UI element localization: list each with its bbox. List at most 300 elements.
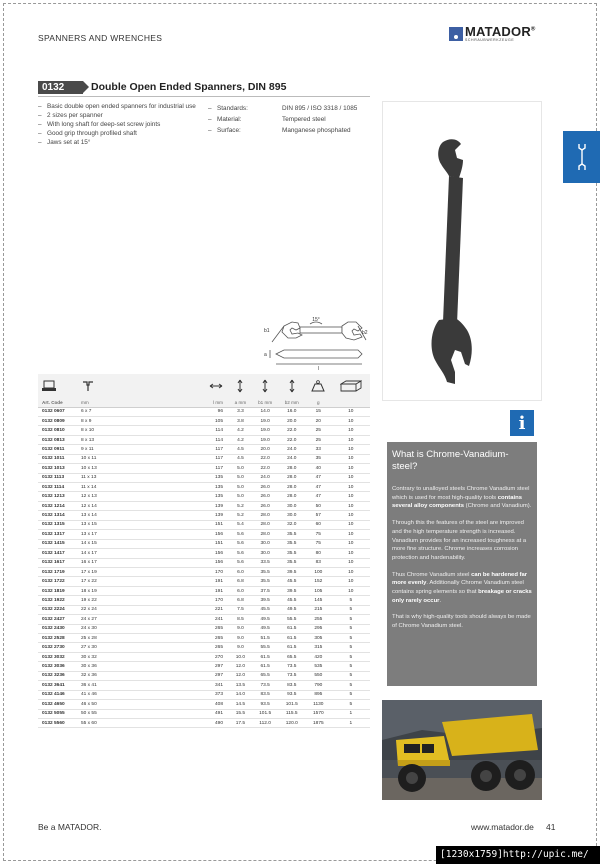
table-cell: 13 x 14 xyxy=(71,511,131,520)
table-cell: 3.8 xyxy=(229,416,252,425)
table-row xyxy=(38,407,370,416)
brand-logo: MATADOR® SCHRAUBWERKZEUGE xyxy=(449,24,536,44)
table-cell: 75 xyxy=(305,539,332,548)
table-cell: 156 xyxy=(131,530,229,539)
feature-item: – Good grip through profiled shaft xyxy=(38,130,198,138)
table-cell: 895 xyxy=(305,690,332,699)
table-cell: 120.0 xyxy=(278,718,305,727)
table-cell: 35.5 xyxy=(252,577,279,586)
table-row xyxy=(38,483,370,492)
spec-table xyxy=(38,374,370,728)
table-cell: 6.0 xyxy=(229,586,252,595)
product-title: Double Open Ended Spanners, DIN 895 xyxy=(91,81,287,93)
table-cell: 10 xyxy=(332,577,370,586)
table-cell: 0132 1317 xyxy=(38,530,71,539)
table-row xyxy=(38,643,370,652)
table-row xyxy=(38,567,370,576)
table-cell: 83 xyxy=(305,558,332,567)
table-cell: 12.0 xyxy=(229,662,252,671)
table-cell: 0132 0809 xyxy=(38,416,71,425)
table-cell: 14 x 17 xyxy=(71,549,131,558)
table-cell: 4.2 xyxy=(229,426,252,435)
table-cell: 10 xyxy=(332,464,370,473)
table-cell: 61.5 xyxy=(278,624,305,633)
table-cell: 5 xyxy=(332,615,370,624)
col-header: g xyxy=(305,399,332,407)
spec-label: – Material: xyxy=(208,114,282,125)
table-cell: 25 x 28 xyxy=(71,634,131,643)
table-cell: 30.0 xyxy=(252,539,279,548)
table-cell: 28.0 xyxy=(252,520,279,529)
table-cell: 55.5 xyxy=(278,615,305,624)
table-row xyxy=(38,416,370,425)
table-cell: 10 xyxy=(332,492,370,501)
table-cell: 0132 3236 xyxy=(38,671,71,680)
table-cell: 35 xyxy=(305,454,332,463)
page-number: 41 xyxy=(546,822,556,832)
table-cell: 6.8 xyxy=(229,596,252,605)
table-cell: 12 x 13 xyxy=(71,492,131,501)
table-cell: 17 x 19 xyxy=(71,567,131,576)
table-cell: 145 xyxy=(305,596,332,605)
table-cell: 11 x 14 xyxy=(71,483,131,492)
table-cell: 20 xyxy=(305,416,332,425)
table-cell: 19 x 22 xyxy=(71,596,131,605)
table-header-row xyxy=(38,399,370,407)
table-row xyxy=(38,445,370,454)
feature-item: – Basic double open ended spanners for industrial use xyxy=(38,103,198,111)
table-cell: 0132 1315 xyxy=(38,520,71,529)
table-cell: 14.0 xyxy=(252,407,279,416)
table-cell: 30.0 xyxy=(278,501,305,510)
table-cell: 35.5 xyxy=(252,567,279,576)
table-cell: 22.0 xyxy=(252,464,279,473)
table-cell: 30 x 32 xyxy=(71,652,131,661)
table-cell: 19.0 xyxy=(252,416,279,425)
table-cell: 45.5 xyxy=(278,577,305,586)
table-cell: 0132 1922 xyxy=(38,596,71,605)
table-cell: 5 xyxy=(332,681,370,690)
col-header: mm xyxy=(71,399,131,407)
table-cell: 28.0 xyxy=(278,464,305,473)
col-header: l mm xyxy=(131,399,229,407)
table-cell: 9 x 11 xyxy=(71,445,131,454)
table-cell: 10 x 11 xyxy=(71,454,131,463)
mining-truck-photo xyxy=(382,700,542,800)
table-cell: 191 xyxy=(131,577,229,586)
table-cell: 5.0 xyxy=(229,473,252,482)
table-row xyxy=(38,492,370,501)
table-row xyxy=(38,464,370,473)
table-row xyxy=(38,671,370,680)
diagram-l-label: l xyxy=(318,366,320,372)
spec-list xyxy=(208,103,357,136)
table-cell: 5.0 xyxy=(229,483,252,492)
table-cell: 0132 1213 xyxy=(38,492,71,501)
table-cell: 14.0 xyxy=(229,690,252,699)
table-cell: 55 x 60 xyxy=(71,718,131,727)
table-cell: 101.5 xyxy=(252,709,279,718)
table-cell: 0132 2427 xyxy=(38,615,71,624)
table-cell: 30.0 xyxy=(252,549,279,558)
table-cell: 83.5 xyxy=(252,690,279,699)
table-cell: 20.0 xyxy=(278,416,305,425)
table-cell: 25 xyxy=(305,435,332,444)
table-cell: 20.0 xyxy=(252,445,279,454)
table-cell: 24 x 30 xyxy=(71,624,131,633)
table-cell: 73.5 xyxy=(278,671,305,680)
table-cell: 61.5 xyxy=(278,643,305,652)
table-body xyxy=(38,407,370,728)
table-cell: 5 xyxy=(332,634,370,643)
table-cell: 93.5 xyxy=(278,690,305,699)
table-cell: 36 x 41 xyxy=(71,681,131,690)
b2-width-icon xyxy=(278,374,305,399)
spec-row xyxy=(208,125,357,136)
table-cell: 0132 1415 xyxy=(38,539,71,548)
table-cell: 0132 4650 xyxy=(38,700,71,709)
table-cell: 0132 1011 xyxy=(38,454,71,463)
table-cell: 5 xyxy=(332,662,370,671)
thickness-icon xyxy=(229,374,252,399)
table-cell: 61.5 xyxy=(278,634,305,643)
table-cell: 408 xyxy=(131,700,229,709)
table-cell: 341 xyxy=(131,681,229,690)
table-cell: 101.5 xyxy=(278,700,305,709)
table-cell: 270 xyxy=(131,652,229,661)
spec-value: DIN 895 / ISO 3318 / 1085 xyxy=(282,105,358,112)
spanner-tab-icon xyxy=(576,142,588,172)
table-cell: 305 xyxy=(305,634,332,643)
table-row xyxy=(38,681,370,690)
table-cell: 37.5 xyxy=(252,586,279,595)
table-cell: 65.5 xyxy=(252,671,279,680)
table-cell: 30.0 xyxy=(278,511,305,520)
table-row xyxy=(38,473,370,482)
table-cell: 790 xyxy=(305,681,332,690)
table-cell: 0132 0911 xyxy=(38,445,71,454)
table-row xyxy=(38,520,370,529)
brand-mark-icon xyxy=(449,27,463,41)
b1-width-icon xyxy=(252,374,279,399)
table-cell: 255 xyxy=(305,615,332,624)
table-cell: 5.6 xyxy=(229,530,252,539)
table-cell: 12 x 14 xyxy=(71,501,131,510)
table-cell: 10 xyxy=(332,483,370,492)
table-cell: 0132 1113 xyxy=(38,473,71,482)
table-cell: 156 xyxy=(131,558,229,567)
table-cell: 8 x 9 xyxy=(71,416,131,425)
table-cell: 114 xyxy=(131,435,229,444)
table-cell: 5 xyxy=(332,671,370,680)
table-cell: 10 xyxy=(332,501,370,510)
wrench-size-icon xyxy=(71,374,131,399)
table-cell: 28.0 xyxy=(278,473,305,482)
spanner-image xyxy=(383,102,543,402)
table-cell: 0132 1314 xyxy=(38,511,71,520)
table-cell: 5 xyxy=(332,605,370,614)
table-cell: 0132 2224 xyxy=(38,605,71,614)
table-cell: 41 x 46 xyxy=(71,690,131,699)
table-cell: 10 xyxy=(332,454,370,463)
spec-row xyxy=(208,114,357,125)
table-cell: 10 xyxy=(332,539,370,548)
table-cell: 221 xyxy=(131,605,229,614)
brand-sub: SCHRAUBWERKZEUGE xyxy=(465,38,515,43)
info-paragraph: Thus Chrome Vanadium steel can be hardened far more evenly. Additionally Chrome Vanadium steel contains spring elements so that breakage or cracks only rarely occur. xyxy=(392,571,532,604)
table-cell: 60 xyxy=(305,520,332,529)
table-row xyxy=(38,634,370,643)
table-cell: 10 xyxy=(332,530,370,539)
table-cell: 14.5 xyxy=(229,700,252,709)
info-icon: i xyxy=(510,410,534,436)
table-cell: 26.0 xyxy=(252,501,279,510)
table-cell: 18 x 19 xyxy=(71,586,131,595)
table-cell: 33.5 xyxy=(252,558,279,567)
table-cell: 15 xyxy=(305,407,332,416)
table-cell: 75 xyxy=(305,530,332,539)
table-cell: 0132 4146 xyxy=(38,690,71,699)
table-cell: 35.5 xyxy=(278,539,305,548)
table-cell: 46 x 50 xyxy=(71,700,131,709)
packaging-icon xyxy=(332,374,370,399)
table-cell: 39.5 xyxy=(252,596,279,605)
table-cell: 50 xyxy=(305,501,332,510)
info-paragraph: Through this the features of the steel are improved and the high temperature strength is increased. Vanadium provides for an increased toughness at a more fine structure. Chrome increases corrosion protection and hardenability. xyxy=(392,520,527,561)
table-cell: 93.5 xyxy=(252,700,279,709)
table-cell: 5.0 xyxy=(229,464,252,473)
table-cell: 16.0 xyxy=(278,407,305,416)
table-cell: 16 x 17 xyxy=(71,558,131,567)
table-cell: 17.5 xyxy=(229,718,252,727)
table-cell: 0132 1617 xyxy=(38,558,71,567)
table-cell: 13 x 17 xyxy=(71,530,131,539)
table-cell: 1875 xyxy=(305,718,332,727)
table-cell: 40 xyxy=(305,464,332,473)
table-cell: 61.5 xyxy=(252,652,279,661)
col-header: a mm xyxy=(229,399,252,407)
table-cell: 550 xyxy=(305,671,332,680)
table-cell: 265 xyxy=(131,624,229,633)
table-cell: 49.5 xyxy=(252,615,279,624)
table-cell: 297 xyxy=(131,662,229,671)
weight-icon xyxy=(305,374,332,399)
table-cell: 0132 5055 xyxy=(38,709,71,718)
table-row xyxy=(38,700,370,709)
table-cell: 96 xyxy=(131,407,229,416)
table-row xyxy=(38,426,370,435)
table-cell: 35.5 xyxy=(278,558,305,567)
table-cell: 11 x 13 xyxy=(71,473,131,482)
table-cell: 117 xyxy=(131,454,229,463)
table-cell: 135 xyxy=(131,492,229,501)
table-cell: 241 xyxy=(131,615,229,624)
table-cell: 83.5 xyxy=(278,681,305,690)
table-cell: 30 x 36 xyxy=(71,662,131,671)
table-cell: 6 x 7 xyxy=(71,407,131,416)
brand-name: MATADOR xyxy=(465,24,531,40)
table-cell: 114 xyxy=(131,426,229,435)
spec-row xyxy=(208,103,357,114)
table-cell: 9.0 xyxy=(229,643,252,652)
table-cell: 265 xyxy=(131,643,229,652)
table-cell: 117 xyxy=(131,464,229,473)
info-box xyxy=(387,442,537,686)
table-cell: 1 xyxy=(332,709,370,718)
table-cell: 112.0 xyxy=(252,718,279,727)
table-cell: 61.5 xyxy=(252,662,279,671)
table-cell: 0132 1819 xyxy=(38,586,71,595)
table-cell: 170 xyxy=(131,596,229,605)
table-row xyxy=(38,605,370,614)
table-cell: 5.6 xyxy=(229,558,252,567)
table-cell: 156 xyxy=(131,549,229,558)
spec-value: Manganese phosphated xyxy=(282,127,351,134)
table-cell: 22 x 24 xyxy=(71,605,131,614)
table-cell: 24.0 xyxy=(278,454,305,463)
table-cell: 152 xyxy=(305,577,332,586)
table-cell: 57 xyxy=(305,511,332,520)
table-cell: 5 xyxy=(332,700,370,709)
table-cell: 215 xyxy=(305,605,332,614)
table-row xyxy=(38,530,370,539)
table-row xyxy=(38,662,370,671)
table-cell: 0132 1719 xyxy=(38,567,71,576)
table-cell: 15.5 xyxy=(229,709,252,718)
table-cell: 25 xyxy=(305,426,332,435)
footer-url[interactable]: www.matador.de xyxy=(471,822,534,832)
table-cell: 6.8 xyxy=(229,577,252,586)
watermark: [1230x1759]http://upic.me/ xyxy=(436,846,600,864)
table-cell: 5.6 xyxy=(229,549,252,558)
table-cell: 50 x 55 xyxy=(71,709,131,718)
table-row xyxy=(38,709,370,718)
table-row xyxy=(38,454,370,463)
table-cell: 5 xyxy=(332,690,370,699)
table-cell: 297 xyxy=(131,671,229,680)
col-header: b1 mm xyxy=(252,399,279,407)
table-cell: 47 xyxy=(305,473,332,482)
table-cell: 45.5 xyxy=(278,596,305,605)
spec-label: – Standards: xyxy=(208,103,282,114)
table-cell: 17 x 22 xyxy=(71,577,131,586)
table-cell: 24.0 xyxy=(252,473,279,482)
table-cell: 5.4 xyxy=(229,520,252,529)
footer-slogan: Be a MATADOR. xyxy=(38,822,102,832)
table-cell: 535 xyxy=(305,662,332,671)
table-cell: 35.5 xyxy=(278,530,305,539)
table-cell: 10 xyxy=(332,567,370,576)
table-cell: 5.2 xyxy=(229,511,252,520)
table-row xyxy=(38,549,370,558)
info-paragraph: Contrary to unalloyed steels Chrome Vanadium steel which is used for most high-quality tools contains several alloy components (Chrome and Vanadium). xyxy=(392,486,532,510)
table-cell: 1570 xyxy=(305,709,332,718)
table-cell: 10 xyxy=(332,511,370,520)
table-cell: 19.0 xyxy=(252,426,279,435)
table-cell: 22.0 xyxy=(252,454,279,463)
table-row xyxy=(38,511,370,520)
table-cell: 8 x 13 xyxy=(71,435,131,444)
table-cell: 22.0 xyxy=(278,426,305,435)
diagram-a-label: a xyxy=(264,352,267,358)
table-cell: 8 x 10 xyxy=(71,426,131,435)
table-cell: 100 xyxy=(305,567,332,576)
table-cell: 0132 5560 xyxy=(38,718,71,727)
table-cell: 135 xyxy=(131,473,229,482)
table-cell: 28.0 xyxy=(278,492,305,501)
table-cell: 0132 2430 xyxy=(38,624,71,633)
table-cell: 33 xyxy=(305,445,332,454)
table-cell: 6.0 xyxy=(229,567,252,576)
table-cell: 35.5 xyxy=(278,549,305,558)
table-cell: 0132 1114 xyxy=(38,483,71,492)
spec-label: – Surface: xyxy=(208,125,282,136)
table-cell: 39.5 xyxy=(278,586,305,595)
table-cell: 51.5 xyxy=(252,634,279,643)
table-cell: 7.5 xyxy=(229,605,252,614)
table-cell: 47 xyxy=(305,483,332,492)
table-cell: 0132 0607 xyxy=(38,407,71,416)
table-cell: 0132 2730 xyxy=(38,643,71,652)
table-cell: 0132 1722 xyxy=(38,577,71,586)
col-header: b2 mm xyxy=(278,399,305,407)
table-cell: 10 xyxy=(332,520,370,529)
feature-item: – With long shaft for deep-set screw joints xyxy=(38,121,198,129)
table-cell: 45.5 xyxy=(252,605,279,614)
table-cell: 10 xyxy=(332,435,370,444)
table-cell: 49.5 xyxy=(278,605,305,614)
table-cell: 27 x 30 xyxy=(71,643,131,652)
table-cell: 315 xyxy=(305,643,332,652)
table-cell: 151 xyxy=(131,520,229,529)
table-cell: 9.0 xyxy=(229,634,252,643)
table-cell: 0132 1417 xyxy=(38,549,71,558)
table-cell: 5 xyxy=(332,624,370,633)
table-cell: 135 xyxy=(131,483,229,492)
table-cell: 139 xyxy=(131,511,229,520)
table-cell: 139 xyxy=(131,501,229,510)
table-cell: 65.5 xyxy=(278,652,305,661)
table-cell: 9.0 xyxy=(229,624,252,633)
table-cell: 14 x 15 xyxy=(71,539,131,548)
table-row xyxy=(38,586,370,595)
table-cell: 28.0 xyxy=(252,511,279,520)
table-cell: 117 xyxy=(131,445,229,454)
diagram-b1-label: b1 xyxy=(264,328,270,334)
feature-item: – Jaws set at 15° xyxy=(38,139,198,147)
table-cell: 295 xyxy=(305,624,332,633)
table-cell: 28.0 xyxy=(252,530,279,539)
table-cell: 28.0 xyxy=(278,483,305,492)
col-header: Art. Code xyxy=(38,399,71,407)
table-cell: 420 xyxy=(305,652,332,661)
table-cell: 10.0 xyxy=(229,652,252,661)
table-cell: 170 xyxy=(131,567,229,576)
table-row xyxy=(38,615,370,624)
table-cell: 265 xyxy=(131,634,229,643)
table-row xyxy=(38,501,370,510)
table-cell: 32.0 xyxy=(278,520,305,529)
table-cell: 105 xyxy=(305,586,332,595)
category-tab[interactable] xyxy=(563,131,600,183)
table-cell: 5.6 xyxy=(229,539,252,548)
table-cell: 0132 0813 xyxy=(38,435,71,444)
table-cell: 4.5 xyxy=(229,445,252,454)
table-cell: 5 xyxy=(332,652,370,661)
table-cell: 0132 3641 xyxy=(38,681,71,690)
table-cell: 12.0 xyxy=(229,671,252,680)
table-cell: 73.5 xyxy=(278,662,305,671)
